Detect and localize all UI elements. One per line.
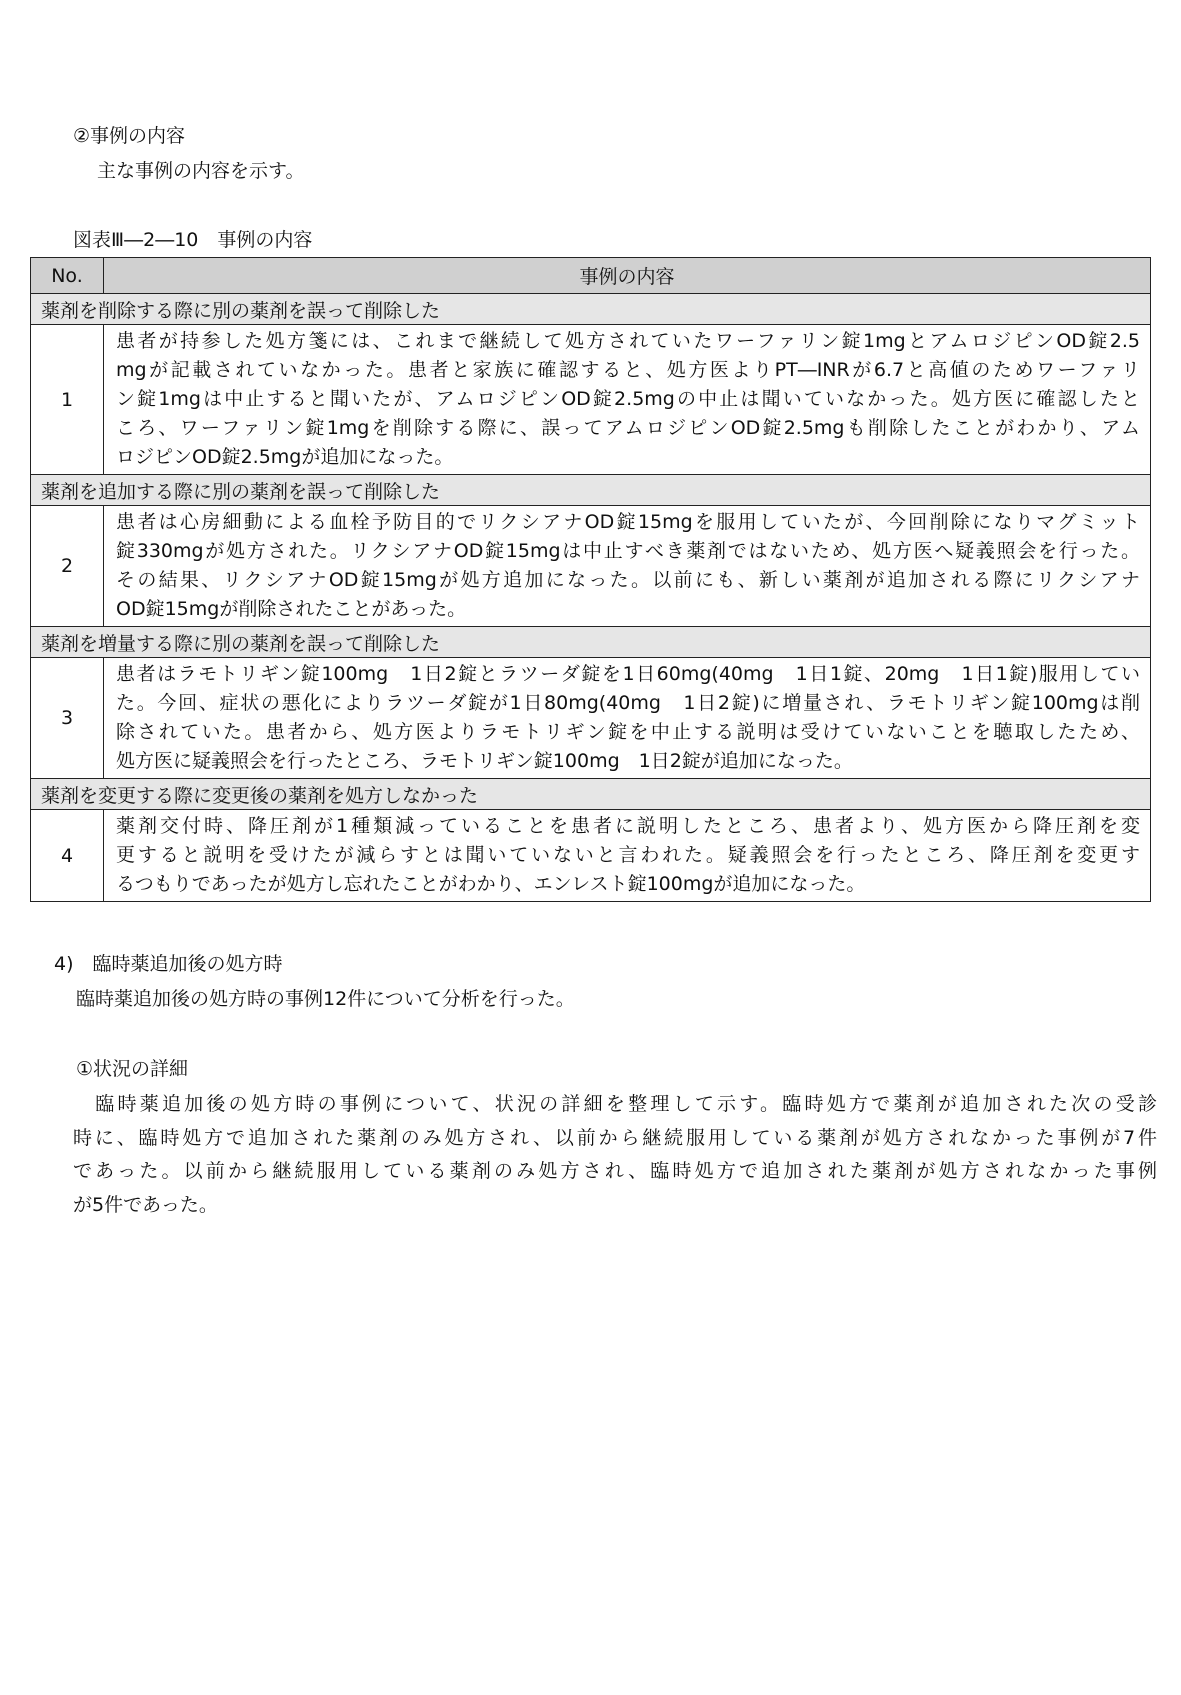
content-line: その結果、リクシアナOD錠15mgが処方追加になった。以前にも、新しい薬剤が追加される際にリクシアナ — [116, 569, 1140, 591]
category-row — [31, 779, 1151, 810]
category-label: 薬剤を増量する際に別の薬剤を誤って削除した — [31, 627, 1151, 658]
case-number: 4 — [31, 810, 104, 902]
content-line: OD錠15mgが削除されたことがあった。 — [116, 598, 467, 620]
case-number: 2 — [31, 506, 104, 627]
content-line: 錠330mgが処方された。リクシアナOD錠15mgは中止すべき薬剤ではないため、処方医へ疑義照会を行った。 — [116, 540, 1140, 562]
section-intro: 主な事例の内容を示す。 — [97, 160, 305, 182]
paragraph-line: であった。以前から継続服用している薬剤のみ処方され、臨時処方で追加された薬剤が処方されなかった事例 — [73, 1160, 1157, 1182]
section-heading: ②事例の内容 — [73, 125, 186, 147]
category-label: 薬剤を変更する際に変更後の薬剤を処方しなかった — [31, 779, 1151, 810]
section-4-intro: 臨時薬追加後の処方時の事例12件について分析を行った。 — [76, 988, 575, 1010]
section-4-heading: 4) 臨時薬追加後の処方時 — [54, 953, 283, 975]
content-line: 患者は心房細動による血栓予防目的でリクシアナOD錠15mgを服用していたが、今回削除になりマグミット — [116, 511, 1140, 533]
content-line: た。今回、症状の悪化によりラツーダ錠が1日80mg(40mg 1日2錠)に増量され、ラモトリギン錠100mgは削 — [116, 692, 1140, 714]
paragraph-line: 時に、臨時処方で追加された薬剤のみ処方され、以前から継続服用している薬剤が処方されなかった事例が7件 — [73, 1126, 1157, 1149]
case-number: 1 — [31, 325, 104, 475]
content-line: ころ、ワーファリン錠1mgを削除する際に、誤ってアムロジピンOD錠2.5mgも削除したことがわかり、アム — [116, 417, 1140, 439]
header-content: 事例の内容 — [104, 258, 1151, 294]
content-line: 更すると説明を受けたが減らすとは聞いていないと言われた。疑義照会を行ったところ、降圧剤を変更す — [116, 844, 1140, 866]
case-number: 3 — [31, 658, 104, 779]
detail-paragraph — [73, 1088, 1157, 1222]
paragraph-line: が5件であった。 — [73, 1193, 218, 1216]
category-label: 薬剤を削除する際に別の薬剤を誤って削除した — [31, 294, 1151, 325]
content-line: 患者が持参した処方箋には、これまで継続して処方されていたワーファリン錠1mgとアムロジピンOD錠2.5 — [116, 330, 1140, 352]
content-line: 薬剤交付時、降圧剤が1種類減っていることを患者に説明したところ、患者より、処方医から降圧剤を変 — [116, 815, 1140, 837]
case-table — [30, 257, 1151, 902]
table-row — [31, 506, 1151, 627]
header-no: No. — [31, 258, 104, 294]
case-content — [104, 506, 1151, 627]
content-line: mgが記載されていなかった。患者と家族に確認すると、処方医よりPT―INRが6.7と高値のためワーファリ — [116, 359, 1140, 381]
table-row — [31, 658, 1151, 779]
content-line: 患者はラモトリギン錠100mg 1日2錠とラツーダ錠を1日60mg(40mg 1日1錠、20mg 1日1錠)服用してい — [116, 663, 1140, 685]
content-line: 処方医に疑義照会を行ったところ、ラモトリギン錠100mg 1日2錠が追加になった。 — [116, 750, 853, 772]
category-row — [31, 627, 1151, 658]
paragraph-line: 臨時薬追加後の処方時の事例について、状況の詳細を整理して示す。臨時処方で薬剤が追加された次の受診 — [73, 1093, 1157, 1115]
content-line: るつもりであったが処方し忘れたことがわかり、エンレスト錠100mgが追加になった。 — [116, 873, 866, 895]
case-content — [104, 810, 1151, 902]
table-row — [31, 325, 1151, 475]
content-line: ロジピンOD錠2.5mgが追加になった。 — [116, 446, 454, 468]
figure-title: 図表Ⅲ―2―10 事例の内容 — [73, 229, 313, 251]
table-row — [31, 810, 1151, 902]
case-content — [104, 658, 1151, 779]
content-line: 除されていた。患者から、処方医よりラモトリギン錠を中止する説明は受けていないことを聴取したため、 — [116, 721, 1140, 743]
category-row — [31, 294, 1151, 325]
category-label: 薬剤を追加する際に別の薬剤を誤って削除した — [31, 475, 1151, 506]
case-content — [104, 325, 1151, 475]
sub-heading: ①状況の詳細 — [76, 1058, 189, 1080]
table-header-row — [31, 258, 1151, 294]
content-line: ン錠1mgは中止すると聞いたが、アムロジピンOD錠2.5mgの中止は聞いていなかった。処方医に確認したと — [116, 388, 1140, 410]
category-row — [31, 475, 1151, 506]
